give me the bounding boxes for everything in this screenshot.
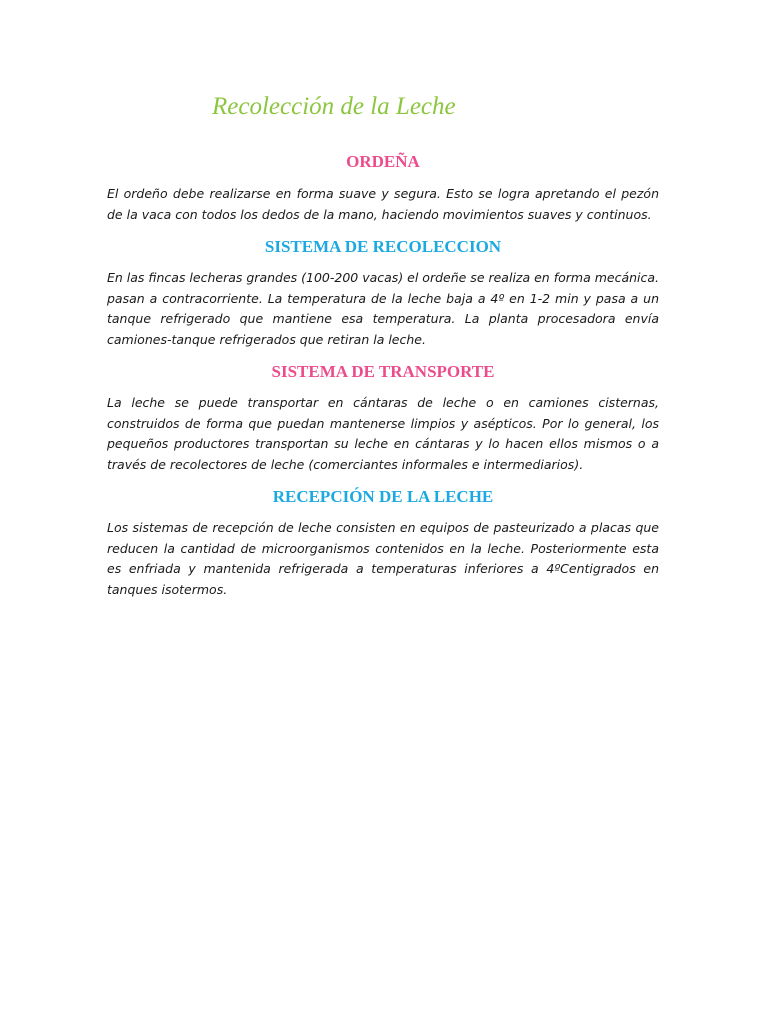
section-recepcion-de-la-leche bbox=[107, 486, 659, 600]
section-paragraph: El ordeño debe realizarse en forma suave y segura. Esto se logra apretando el pezón de la vaca con todos los dedos de la mano, haciendo movimientos suaves y continuos. bbox=[107, 186, 659, 222]
section-ordena bbox=[107, 151, 659, 225]
section-sistema-de-transporte bbox=[107, 361, 659, 475]
section-heading: ORDEÑA bbox=[346, 152, 420, 171]
section-heading: SISTEMA DE RECOLECCION bbox=[264, 237, 502, 256]
section-paragraph: En las fincas lecheras grandes (100-200 vacas) el ordeñe se realiza en forma mecánica. pasan a contracorriente. La temperatura de la leche baja a 4º en 1-2 min y pasa a un tanque refrigerado que mantiene esa temperatura. La planta procesadora envía camiones-tanque refrigerados que retiran la leche. bbox=[107, 270, 659, 347]
page-title: Recolección de la Leche bbox=[212, 93, 456, 120]
section-sistema-de-recoleccion bbox=[107, 236, 659, 350]
section-heading: SISTEMA DE TRANSPORTE bbox=[271, 362, 495, 381]
section-paragraph: Los sistemas de recepción de leche consisten en equipos de pasteurizado a placas que reducen la cantidad de microorganismos contenidos en la leche. Posteriormente esta es enfriada y mantenida refrigerada a temperaturas inferiores a 4ºCentigrados en tanques isotermos. bbox=[107, 520, 659, 597]
section-paragraph: La leche se puede transportar en cántaras de leche o en camiones cisternas, construidos de forma que puedan mantenerse limpios y asépticos. Por lo general, los pequeños productores transportan su leche en cántaras y lo hacen ellos mismos o a través de recolectores de leche (comerciantes informales e intermediarios). bbox=[107, 395, 659, 472]
section-heading: RECEPCIÓN DE LA LECHE bbox=[272, 487, 494, 506]
